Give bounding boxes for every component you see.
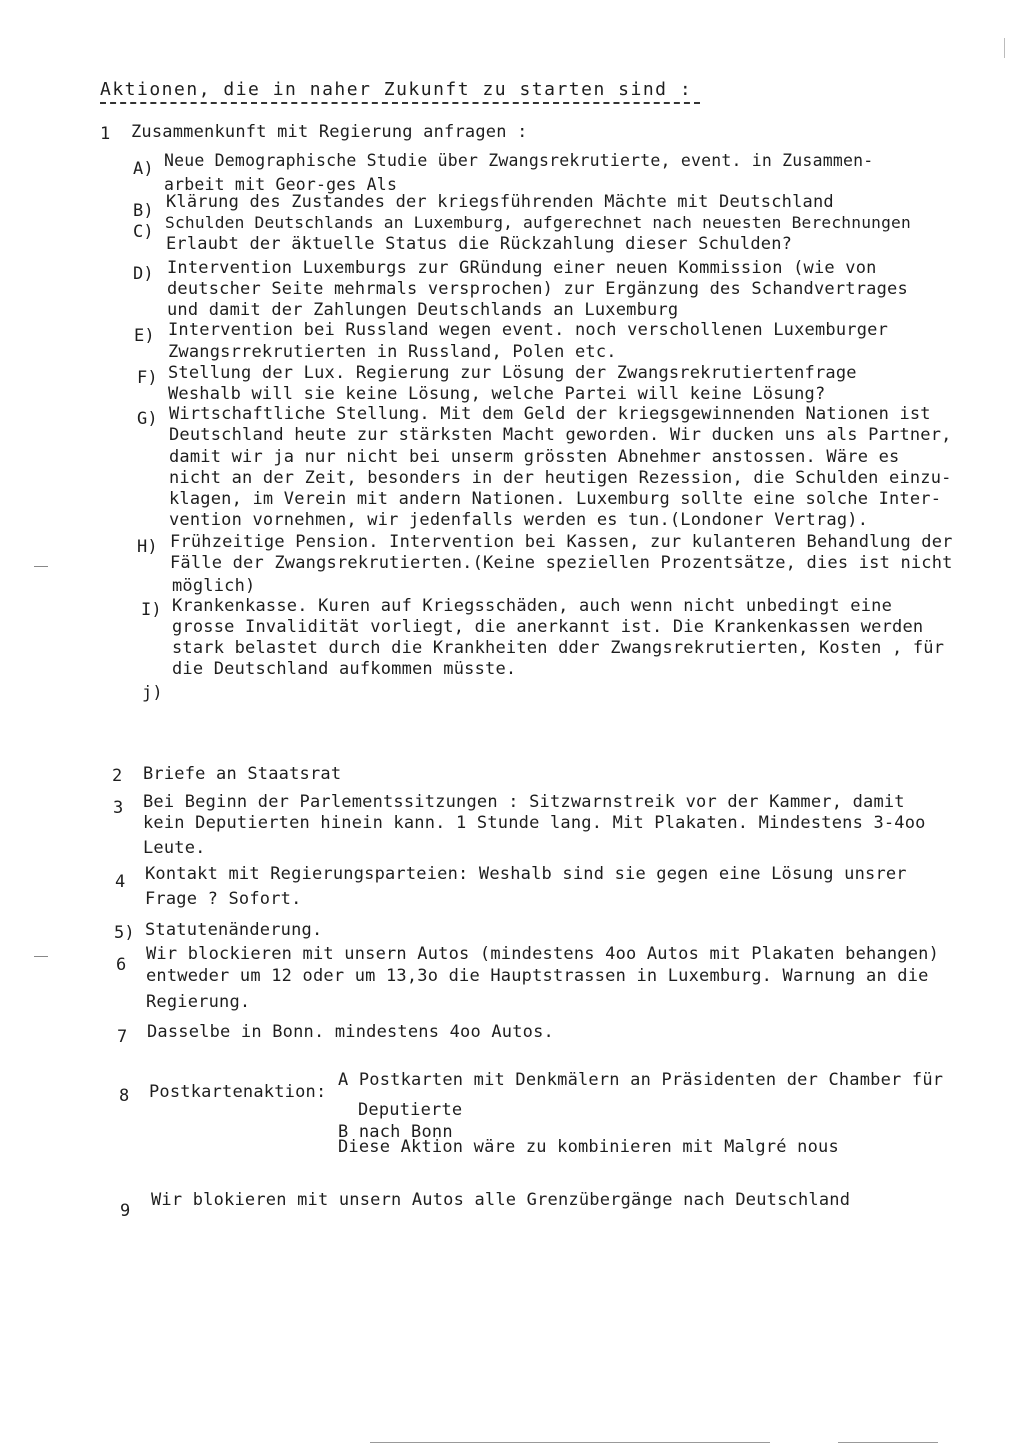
item-8-line: Diese Aktion wäre zu kombinieren mit Malgré nous	[338, 1137, 839, 1157]
item-4-line: Kontakt mit Regierungsparteien: Weshalb sind sie gegen eine Lösung unsrer	[145, 864, 907, 884]
subitem-line: Fälle der Zwangsrekrutierten.(Keine speziellen Prozentsätze, dies ist nicht	[170, 553, 953, 573]
subitem-line: Zwangsrrekrutierten in Russland, Polen etc.	[168, 342, 617, 362]
margin-mark	[34, 566, 48, 567]
subitem-line: Intervention bei Russland wegen event. noch verschollenen Luxemburger	[168, 320, 889, 340]
item-7-line: Dasselbe in Bonn. mindestens 4oo Autos.	[147, 1022, 554, 1042]
item-2-number: 2	[112, 766, 123, 786]
subitem-line: Krankenkasse. Kuren auf Kriegsschäden, auch wenn nicht unbedingt eine	[172, 596, 893, 616]
item-1-number: 1	[100, 124, 111, 144]
item-6-number: 6	[116, 955, 127, 975]
item-3-number: 3	[113, 798, 124, 818]
document-title: Aktionen, die in naher Zukunft zu starten sind :	[100, 79, 693, 100]
item-8-line: A Postkarten mit Denkmälern an Präsidenten der Chamber für	[338, 1070, 944, 1090]
subitem-line: nicht an der Zeit, besonders in der heutigen Rezession, die Schulden einzu-	[169, 468, 952, 488]
subitem-label: G)	[137, 409, 158, 429]
subitem-line: möglich)	[172, 576, 256, 596]
item-9-number: 9	[120, 1201, 131, 1221]
subitem-label: D)	[133, 264, 154, 284]
subitem-label: j)	[142, 683, 163, 703]
subitem-line: arbeit mit Geor-ges Als	[164, 175, 398, 194]
item-9-line: Wir blokieren mit unsern Autos alle Grenzübergänge nach Deutschland	[151, 1190, 851, 1210]
edge-mark	[1004, 38, 1005, 58]
item-8-line: B nach Bonn	[338, 1122, 453, 1142]
item-7-number: 7	[117, 1027, 128, 1047]
subitem-line: Wirtschaftliche Stellung. Mit dem Geld der kriegsgewinnenden Nationen ist	[169, 404, 931, 424]
item-5-number: 5)	[114, 923, 135, 943]
subitem-label: C)	[133, 222, 154, 242]
subitem-label: A)	[133, 159, 154, 179]
subitem-line: Neue Demographische Studie über Zwangsrekrutierte, event. in Zusammen-	[164, 151, 874, 170]
subitem-label: I)	[141, 600, 162, 620]
margin-mark	[34, 956, 48, 957]
subitem-line: Erlaubt der äktuelle Status die Rückzahlung dieser Schulden?	[166, 234, 793, 254]
subitem-line: und damit der Zahlungen Deutschlands an Luxemburg	[167, 300, 679, 320]
item-2-line: Briefe an Staatsrat	[143, 764, 342, 784]
subitem-line: Schulden Deutschlands an Luxemburg, aufgerechnet nach neuesten Berechnungen	[165, 213, 911, 232]
subitem-label: H)	[137, 537, 158, 557]
subitem-line: grosse Invalidität vorliegt, die anerkannt ist. Die Krankenkassen werden	[172, 617, 924, 637]
bottom-rule	[838, 1442, 938, 1443]
bottom-rule	[370, 1442, 770, 1443]
item-6-line: Wir blockieren mit unsern Autos (mindestens 4oo Autos mit Plakaten behangen)	[146, 944, 940, 964]
subitem-line: deutscher Seite mehrmals versprochen) zur Ergänzung des Schandvertrages	[167, 279, 908, 299]
subitem-line: vention vornehmen, wir jedenfalls werden es tun.(Londoner Vertrag).	[169, 510, 869, 530]
subitem-line: Stellung der Lux. Regierung zur Lösung der Zwangsrekrutiertenfrage	[168, 363, 857, 383]
item-4-line: Frage ? Sofort.	[145, 889, 302, 909]
item-3-line: Leute.	[143, 838, 206, 858]
subitem-line: Klärung des Zustandes der kriegsführenden Mächte mit Deutschland	[166, 192, 834, 212]
subitem-label: B)	[133, 201, 154, 221]
subitem-line: Deutschland heute zur stärksten Macht geworden. Wir ducken uns als Partner,	[169, 425, 952, 445]
item-8-line: Deputierte	[358, 1100, 463, 1120]
item-3-line: kein Deputierten hinein kann. 1 Stunde lang. Mit Plakaten. Mindestens 3-4oo	[143, 813, 926, 833]
item-1-heading: Zusammenkunft mit Regierung anfragen :	[131, 122, 528, 142]
item-6-line: entweder um 12 oder um 13,3o die Hauptstrassen in Luxemburg. Warnung an die	[146, 966, 929, 986]
subitem-line: klagen, im Verein mit andern Nationen. Luxemburg sollte eine solche Inter-	[169, 489, 942, 509]
item-8-lead: Postkartenaktion:	[149, 1082, 327, 1102]
item-6-line: Regierung.	[146, 992, 251, 1012]
subitem-line: Frühzeitige Pension. Intervention bei Kassen, zur kulanteren Behandlung der	[170, 532, 953, 552]
subitem-line: Intervention Luxemburgs zur GRündung einer neuen Kommission (wie von	[167, 258, 877, 278]
subitem-line: Weshalb will sie keine Lösung, welche Partei will keine Lösung?	[168, 384, 826, 404]
item-8-number: 8	[119, 1086, 130, 1106]
title-underline	[100, 102, 700, 104]
subitem-line: stark belastet durch die Krankheiten dder Zwangsrekrutierten, Kosten , für	[172, 638, 945, 658]
item-3-line: Bei Beginn der Parlementssitzungen : Sitzwarnstreik vor der Kammer, damit	[143, 792, 905, 812]
subitem-label: F)	[137, 368, 158, 388]
subitem-line: die Deutschland aufkommen müsste.	[172, 659, 517, 679]
item-5-line: Statutenänderung.	[145, 920, 323, 940]
subitem-line: damit wir ja nur nicht bei unserm grössten Abnehmer anstossen. Wäre es	[169, 447, 900, 467]
item-4-number: 4	[115, 872, 126, 892]
subitem-label: E)	[134, 326, 155, 346]
